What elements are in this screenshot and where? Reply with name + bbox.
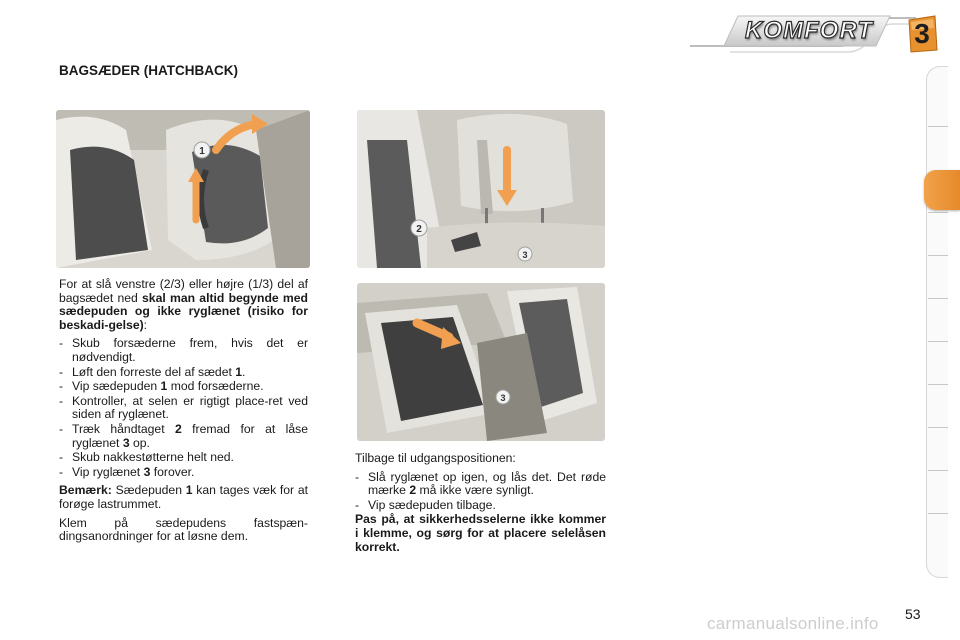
callout-2: 2 xyxy=(416,224,422,235)
step-ref-number: 2 xyxy=(174,421,182,436)
list-item xyxy=(59,366,308,380)
safety-warning: Pas på, at sikkerhedsselerne ikke kommer i klemme, og sørg for at placere selelåsen korrekt. xyxy=(355,512,606,554)
note-paragraph xyxy=(59,484,308,511)
step-ref-number: 3 xyxy=(143,464,151,479)
step-ref-number: 3 xyxy=(122,435,130,450)
fold-steps-list xyxy=(59,337,308,479)
step-text: Løft den forreste del af sædet xyxy=(72,364,236,379)
step-text: fremad for at låse ryglænet xyxy=(72,421,308,450)
tab-divider xyxy=(928,384,948,385)
step-text: må ikke være synligt. xyxy=(416,483,534,498)
list-item xyxy=(59,466,308,480)
tab-divider xyxy=(928,513,948,514)
step-text: Skub forsæderne frem, hvis det er nødvendigt. xyxy=(72,336,308,364)
tab-divider xyxy=(928,470,948,471)
tab-divider xyxy=(928,255,948,256)
release-paragraph: Klem på sædepudens fastspæn-dingsanordninger for at løsne dem. xyxy=(59,515,308,544)
seat-cushion-photo xyxy=(56,110,310,268)
step-ref-number: 1 xyxy=(235,364,243,379)
step-text: Vip sædepuden xyxy=(72,379,161,394)
step-text: Træk håndtaget xyxy=(72,421,175,436)
folded-seat-photo xyxy=(357,283,605,441)
chapter-title: KOMFORT xyxy=(745,17,873,44)
step-text: . xyxy=(242,364,246,379)
headrest-photo xyxy=(357,110,605,268)
restore-steps-list xyxy=(355,471,606,513)
section-title: BAGSÆDER (HATCHBACK) xyxy=(59,63,238,78)
tab-divider xyxy=(928,126,948,127)
intro-bold-text: skal man altid begynde med sædepuden og ikke ryglænet (risiko for beskadi-gelse) xyxy=(59,290,308,332)
callout-1: 1 xyxy=(199,146,205,157)
note-text: Sædepuden xyxy=(111,483,186,498)
tab-divider xyxy=(928,298,948,299)
step-text: forover. xyxy=(150,464,195,479)
list-item xyxy=(59,451,308,465)
list-item xyxy=(59,337,308,364)
step-ref-number: 1 xyxy=(160,379,168,394)
watermark-text: carmanualsonline.info xyxy=(707,614,879,633)
note-ref-number: 1 xyxy=(185,483,193,498)
step-text: op. xyxy=(129,435,150,450)
left-text-column xyxy=(59,278,308,549)
list-item xyxy=(59,380,308,394)
list-item xyxy=(355,499,606,513)
list-item xyxy=(355,471,606,498)
tab-divider xyxy=(928,212,948,213)
step-text: Skub nakkestøtterne helt ned. xyxy=(72,450,234,465)
step-text: mod forsæderne. xyxy=(167,379,264,394)
step-text: Kontroller, at selen er rigtigt place-ret ved siden af ryglænet. xyxy=(72,393,308,422)
callout-3: 3 xyxy=(500,393,506,403)
tab-divider xyxy=(928,427,948,428)
note-text: kan tages væk for at forøge lastrummet. xyxy=(59,483,309,511)
step-text: Slå ryglænet op igen, og lås det. Det røde mærke xyxy=(368,469,606,498)
list-item xyxy=(59,423,308,450)
intro-punctuation: : xyxy=(143,317,148,332)
chapter-tab-rail xyxy=(926,66,948,578)
step-text: Vip sædepuden tilbage. xyxy=(368,497,496,512)
intro-text: For at slå venstre (2/3) eller højre (1/3) del af bagsædet ned xyxy=(59,277,308,305)
active-chapter-tab[interactable] xyxy=(924,170,960,210)
note-label: Bemærk: xyxy=(59,483,112,498)
restore-heading: Tilbage til udgangspositionen: xyxy=(355,451,516,465)
tab-divider xyxy=(928,341,948,342)
intro-paragraph xyxy=(59,278,308,332)
chapter-number: 3 xyxy=(914,18,930,49)
right-text-column xyxy=(355,452,606,559)
step-text: Vip ryglænet xyxy=(72,464,144,479)
page-number: 53 xyxy=(905,606,921,622)
list-item xyxy=(59,395,308,422)
step-ref-number: 2 xyxy=(409,483,417,498)
callout-3: 3 xyxy=(522,250,528,260)
